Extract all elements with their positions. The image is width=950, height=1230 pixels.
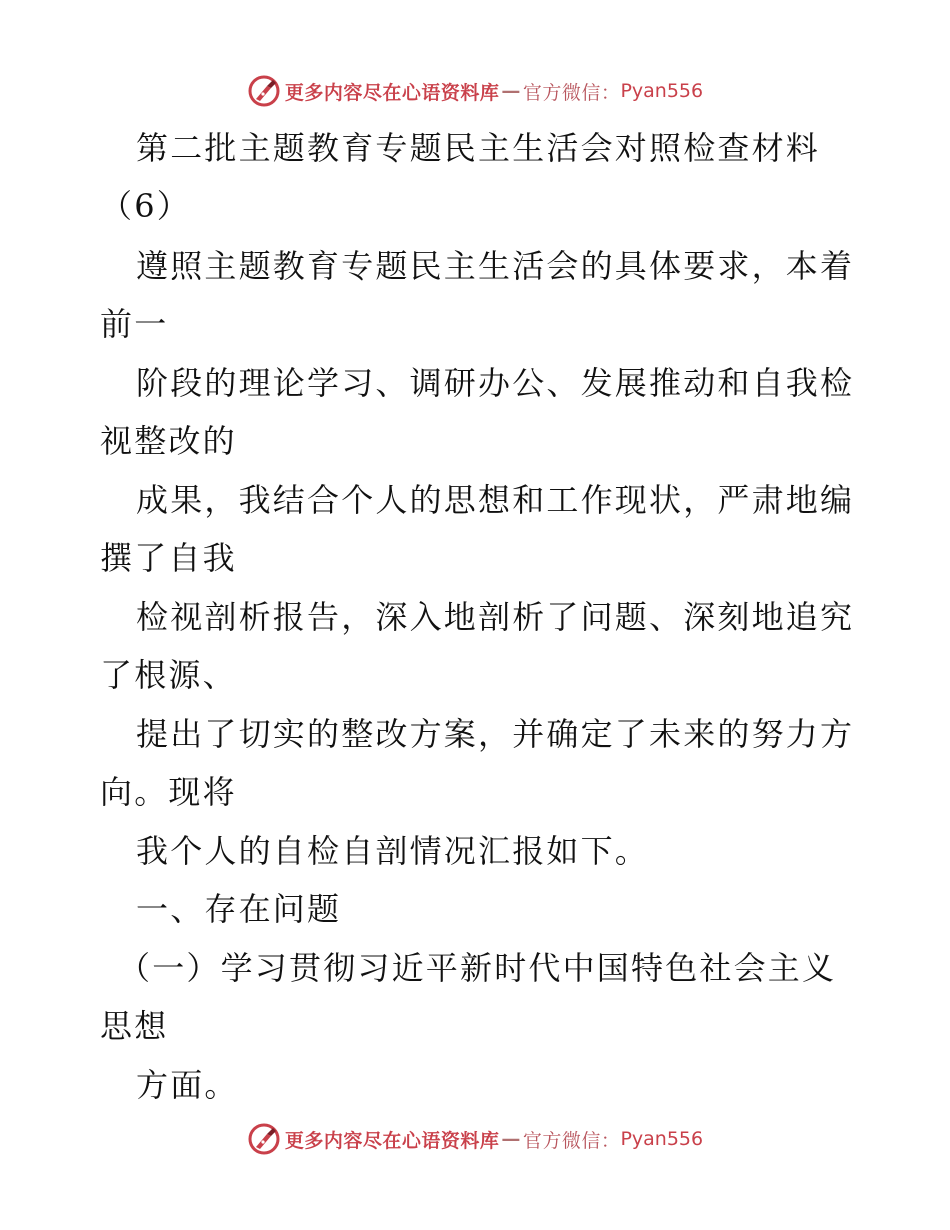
doc-subsection-heading: （一）学习贯彻习近平新时代中国特色社会主义 bbox=[118, 949, 837, 987]
doc-paragraph-line: 了根源、 bbox=[100, 656, 237, 694]
banner-text: 更多内容尽在心语资料库 bbox=[284, 81, 500, 104]
doc-paragraph-line: 我个人的自检自剖情况汇报如下。 bbox=[136, 832, 650, 870]
banner-label: 官方微信： bbox=[522, 81, 621, 104]
doc-paragraph-line: 方面。 bbox=[136, 1066, 239, 1104]
doc-section-heading: 一、存在问题 bbox=[136, 890, 342, 928]
doc-title: 第二批主题教育专题民主生活会对照检查材料 bbox=[136, 129, 821, 167]
doc-paragraph-line: 成果，我结合个人的思想和工作现状，严肃地编 bbox=[136, 481, 855, 519]
doc-paragraph-line: 检视剖析报告，深入地剖析了问题、深刻地追究 bbox=[136, 598, 855, 636]
doc-title-number: （6） bbox=[100, 187, 191, 225]
doc-subsection-heading-cont: 思想 bbox=[100, 1007, 169, 1045]
banner-separator: — bbox=[501, 80, 521, 102]
doc-paragraph-line: 提出了切实的整改方案，并确定了未来的努力方 bbox=[136, 715, 855, 753]
banner-label: 官方微信： bbox=[522, 1129, 621, 1152]
banner-text: 更多内容尽在心语资料库 bbox=[284, 1129, 500, 1152]
doc-paragraph-line: 遵照主题教育专题民主生活会的具体要求，本着 bbox=[136, 247, 855, 285]
pen-nib-logo-icon bbox=[247, 1122, 281, 1156]
doc-paragraph-line: 前一 bbox=[100, 305, 169, 343]
doc-paragraph-line: 视整改的 bbox=[100, 422, 237, 460]
banner-separator: — bbox=[501, 1128, 521, 1150]
pen-nib-logo-icon bbox=[247, 74, 281, 108]
footer-banner bbox=[0, 1119, 950, 1159]
doc-paragraph-line: 向。现将 bbox=[100, 773, 237, 811]
doc-paragraph-line: 阶段的理论学习、调研办公、发展推动和自我检 bbox=[136, 364, 855, 402]
doc-paragraph-line: 撰了自我 bbox=[100, 539, 237, 577]
banner-wechat-id: Pyan556 bbox=[620, 80, 704, 102]
header-banner bbox=[0, 71, 950, 111]
banner-wechat-id: Pyan556 bbox=[620, 1128, 704, 1150]
